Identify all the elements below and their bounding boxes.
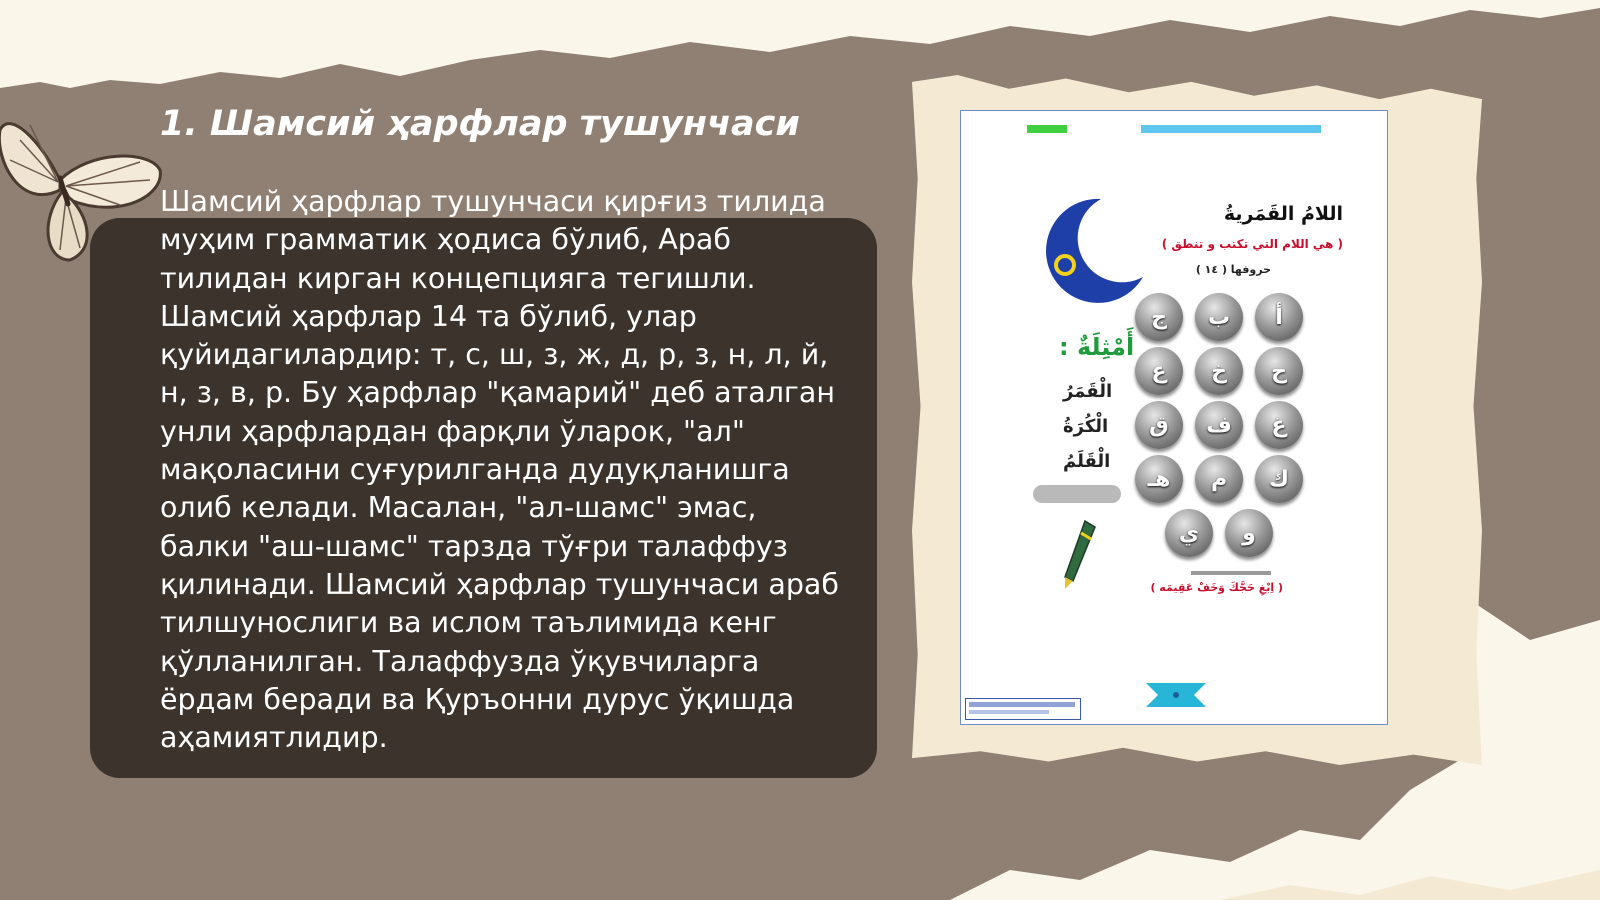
- letter-ball: م: [1195, 455, 1243, 503]
- doc-footer-box: [965, 698, 1081, 720]
- letter-ball: غ: [1255, 401, 1303, 449]
- doc-header-cyan-bar: [1141, 125, 1321, 133]
- example-word: الْكُرَةُ: [1063, 416, 1109, 437]
- letter-ball: ق: [1135, 401, 1183, 449]
- letter-ball: ب: [1195, 293, 1243, 341]
- document-image: [960, 110, 1388, 725]
- doc-heading: اللامُ القَمَريةُ: [1223, 203, 1343, 225]
- letter-ball: أ: [1255, 293, 1303, 341]
- slide-title: 1. Шамсий ҳарфлар тушунчаси: [160, 104, 800, 144]
- example-word: الْقَلَمُ: [1063, 451, 1111, 472]
- crescent-moon-icon: [1039, 197, 1143, 303]
- letter-ball: خ: [1195, 347, 1243, 395]
- pen-icon: [1059, 519, 1099, 591]
- letter-ball: ف: [1195, 401, 1243, 449]
- doc-letter-count: حروفها ( ١٤ ): [1195, 263, 1271, 276]
- example-word: الْقَمَرُ: [1063, 381, 1113, 402]
- examples-title: أَمْثِلَةٌ :: [1059, 333, 1135, 361]
- doc-subheading: ( هي اللام التي تكتب و تنطق ): [1161, 237, 1343, 251]
- letter-ball: ح: [1255, 347, 1303, 395]
- doc-pill-label: [1033, 485, 1121, 503]
- letter-ball: ع: [1135, 347, 1183, 395]
- letter-ball: و: [1225, 509, 1273, 557]
- letter-ball: ك: [1255, 455, 1303, 503]
- letter-ball: هـ: [1135, 455, 1183, 503]
- letter-ball: ج: [1135, 293, 1183, 341]
- doc-header-green-bar: [1027, 125, 1067, 133]
- doc-small-caption: [1191, 571, 1271, 575]
- letter-ball: ي: [1165, 509, 1213, 557]
- slide-body-text: Шамсий ҳарфлар тушунчаси қирғиз тилида муҳим грамматик ҳодиса бўлиб, Араб тилидан кирган концепцияга тегишли. Шамсий ҳарфлар 14 та бўлиб, улар қуйидагилардир: т, с, ш, з, ж, д, р, з, н, л, й, н, з, в, р. Бу ҳарфлар "қамарий" деб аталган унли ҳарфлардан фарқли ўларок, "ал" мақоласини суғурилганда дудуқланишга олиб келади. Масалан, "ал-шамс" эмас, балки "аш-шамс" тарзда тўғри талаффуз қилинади. Шамсий ҳарфлар тушунчаси араб тилшунослиги ва ислом таълимида кенг қўлланилган. Талаффузда ўқувчиларга ёрдам беради ва Қуръонни дурус ўқишда аҳамиятлидир.: [160, 185, 839, 755]
- doc-note: ( اِبْغِ حَجَّكَ وَخَفْ عَقِيمَه ): [1150, 581, 1283, 594]
- arrow-icon: [1146, 683, 1206, 707]
